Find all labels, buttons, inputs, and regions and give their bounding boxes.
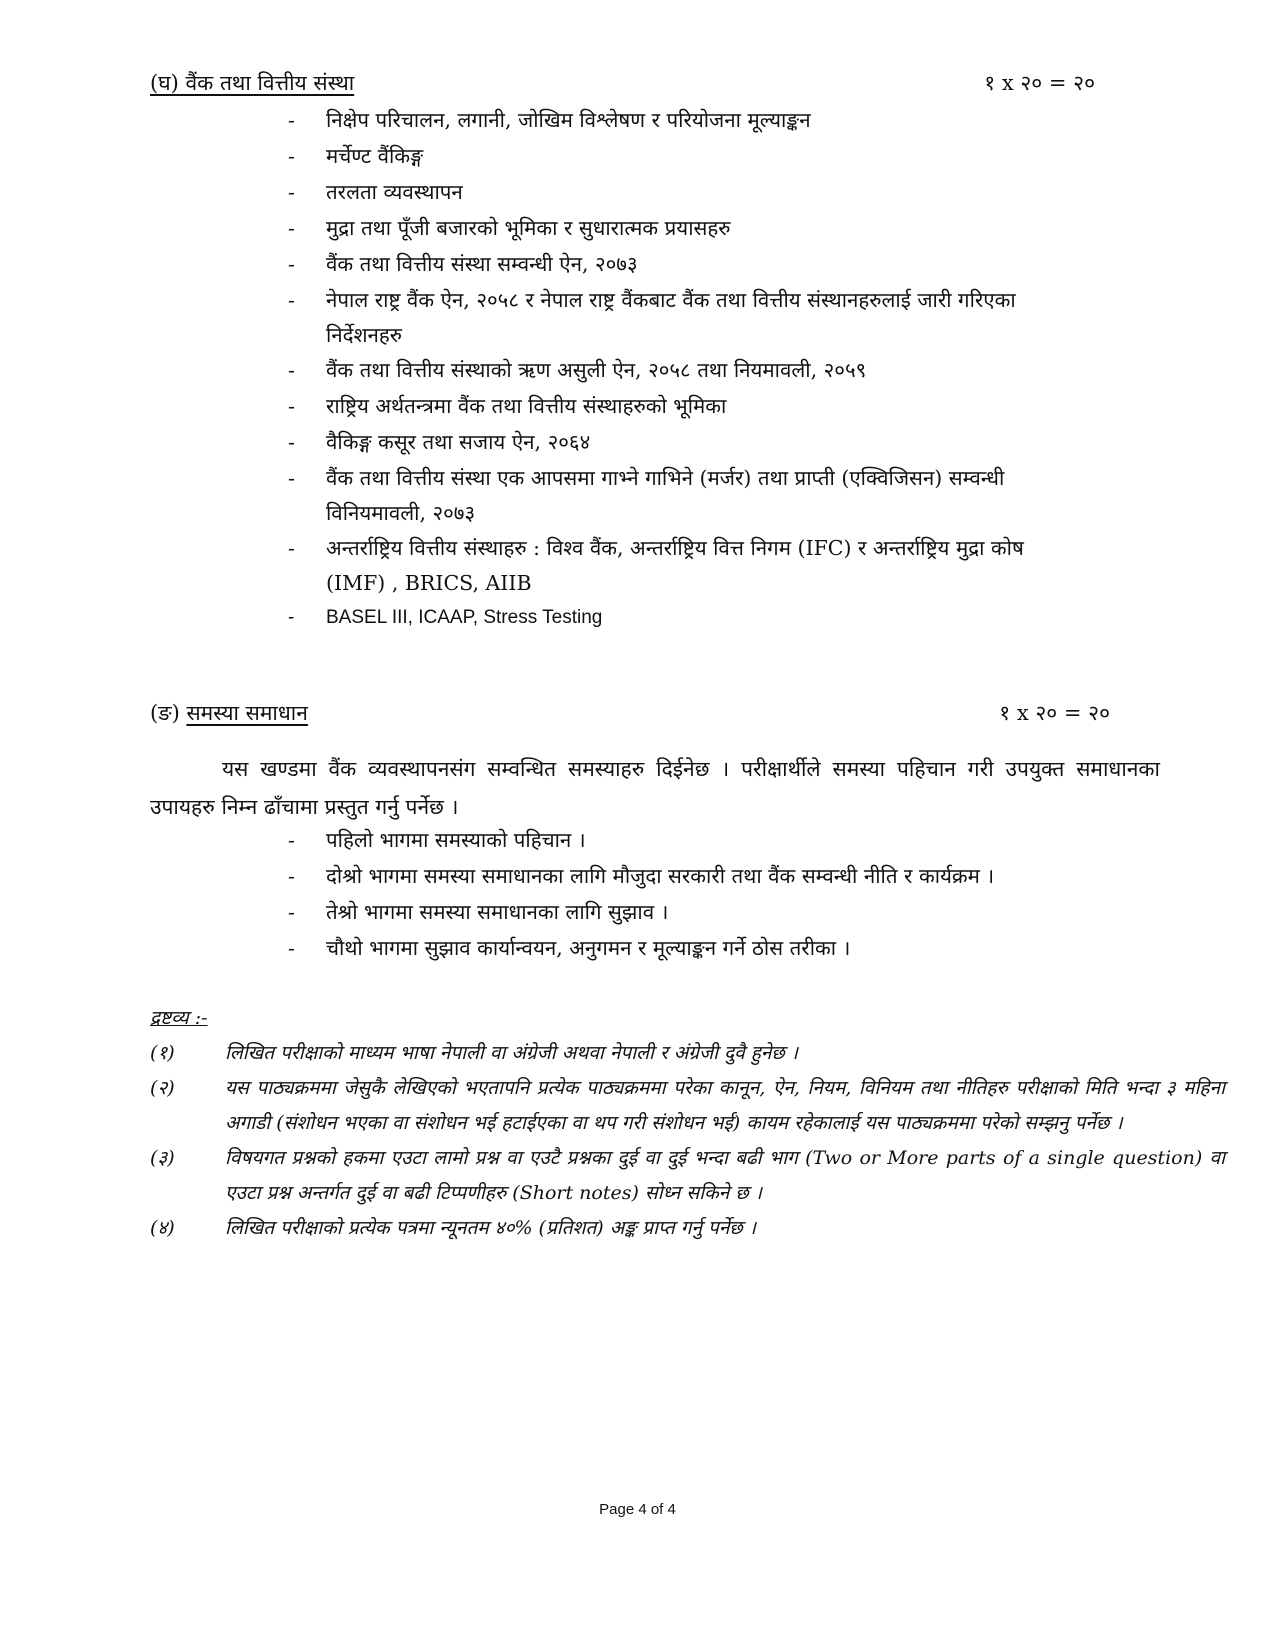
list-item: - BASEL III, ICAAP, Stress Testing	[288, 607, 603, 628]
list-item: - वैकिङ्ग कसूर तथा सजाय ऐन, २०६४	[288, 430, 591, 454]
list-item: - चौथो भागमा सुझाव कार्यान्वयन, अनुगमन र मूल्याङ्कन गर्ने ठोस तरीका ।	[288, 936, 851, 960]
section-nga-marks: १ x २० = २०	[999, 701, 1110, 725]
section-gha-heading	[150, 68, 1160, 98]
note-item: (१) लिखित परीक्षाको माध्यम भाषा नेपाली वा अंग्रेजी अथवा नेपाली र अंग्रेजी दुवै हुनेछ ।	[150, 1042, 798, 1064]
section-gha-marks: १ x २० = २०	[984, 71, 1095, 95]
list-item: - तेश्रो भागमा समस्या समाधानका लागि सुझाव ।	[288, 900, 669, 924]
section-gha-list	[288, 102, 1188, 636]
list-item: - निक्षेप परिचालन, लगानी, जोखिम विश्लेषण र परियोजना मूल्याङ्कन	[288, 108, 811, 132]
list-item: - तरलता व्यवस्थापन	[288, 180, 463, 204]
list-item: - नेपाल राष्ट्र वैंक ऐन, २०५८ र नेपाल राष्ट्र वैंकबाट वैंक तथा वित्तीय संस्थानहरुलाई जारी गरिएका निर्देशनहरु	[288, 288, 1016, 347]
page-number: Page 4 of 4	[599, 1501, 676, 1518]
list-item: - वैंक तथा वित्तीय संस्थाको ऋण असुली ऐन, २०५८ तथा नियमावली, २०५९	[288, 358, 867, 382]
section-gha-title: (घ) वैंक तथा वित्तीय संस्था	[150, 71, 355, 95]
list-item: - राष्ट्रिय अर्थतन्त्रमा वैंक तथा वित्तीय संस्थाहरुको भूमिका	[288, 394, 727, 418]
note-item: (४) लिखित परीक्षाको प्रत्येक पत्रमा न्यूनतम ४०% (प्रतिशत) अङ्क प्राप्त गर्नु पर्नेछ ।	[150, 1217, 756, 1239]
list-item: - मर्चेण्ट वैंकिङ्ग	[288, 144, 424, 168]
section-nga-list	[288, 822, 1188, 966]
list-item: - मुद्रा तथा पूँजी बजारको भूमिका र सुधारात्मक प्रयासहरु	[288, 216, 731, 240]
note-item: (३) विषयगत प्रश्नको हकमा एउटा लामो प्रश्न वा एउटै प्रश्नका दुई वा दुई भन्दा बढी भाग (Two or More parts of a single question) वा एउटा प्रश्न अन्तर्गत दुई वा बढी टिप्पणीहरु (Short notes) सोध्न सकिने छ ।	[150, 1147, 1225, 1204]
section-nga-heading	[150, 698, 1160, 728]
section-nga-title: समस्या समाधान	[186, 701, 308, 725]
notes-list	[150, 1036, 1225, 1246]
list-item: - अन्तर्राष्ट्रिय वित्तीय संस्थाहरु : विश्व वैंक, अन्तर्राष्ट्रिय वित्त निगम (IFC) र अन्तर्राष्ट्रिय मुद्रा कोष (IMF) , BRICS, AIIB	[288, 536, 1024, 595]
list-item: - दोश्रो भागमा समस्या समाधानका लागि मौजुदा सरकारी तथा वैंक सम्वन्धी नीति र कार्यक्रम ।	[288, 864, 995, 888]
section-nga-prefix: (ङ)	[150, 701, 180, 725]
notes-title: द्रष्टव्य :-	[150, 1007, 208, 1029]
list-item: - वैंक तथा वित्तीय संस्था एक आपसमा गाभ्ने गाभिने (मर्जर) तथा प्राप्ती (एक्विजिसन) सम्वन्धी विनियमावली, २०७३	[288, 466, 1005, 525]
section-nga-intro: यस खण्डमा वैंक व्यवस्थापनसंग सम्वन्धित समस्याहरु दिईनेछ । परीक्षार्थीले समस्या पहिचान गरी उपयुक्त समाधानका उपायहरु निम्न ढाँचामा प्रस्तुत गर्नु पर्नेछ ।	[150, 757, 1160, 819]
note-item: (२) यस पाठ्यक्रममा जेसुकै लेखिएको भएतापनि प्रत्येक पाठ्यक्रममा परेका कानून, ऐन, नियम, विनियम तथा नीतिहरु परीक्षाको मिति भन्दा ३ महिना अगाडी (संशोधन भएका वा संशोधन भई हटाईएका वा थप गरी संशोधन भई) कायम रहेकालाई यस पाठ्यक्रममा परेको सम्झनु पर्नेछ ।	[150, 1077, 1225, 1134]
list-item: - वैंक तथा वित्तीय संस्था सम्वन्धी ऐन, २०७३	[288, 252, 638, 276]
list-item: - पहिलो भागमा समस्याको पहिचान ।	[288, 828, 586, 852]
